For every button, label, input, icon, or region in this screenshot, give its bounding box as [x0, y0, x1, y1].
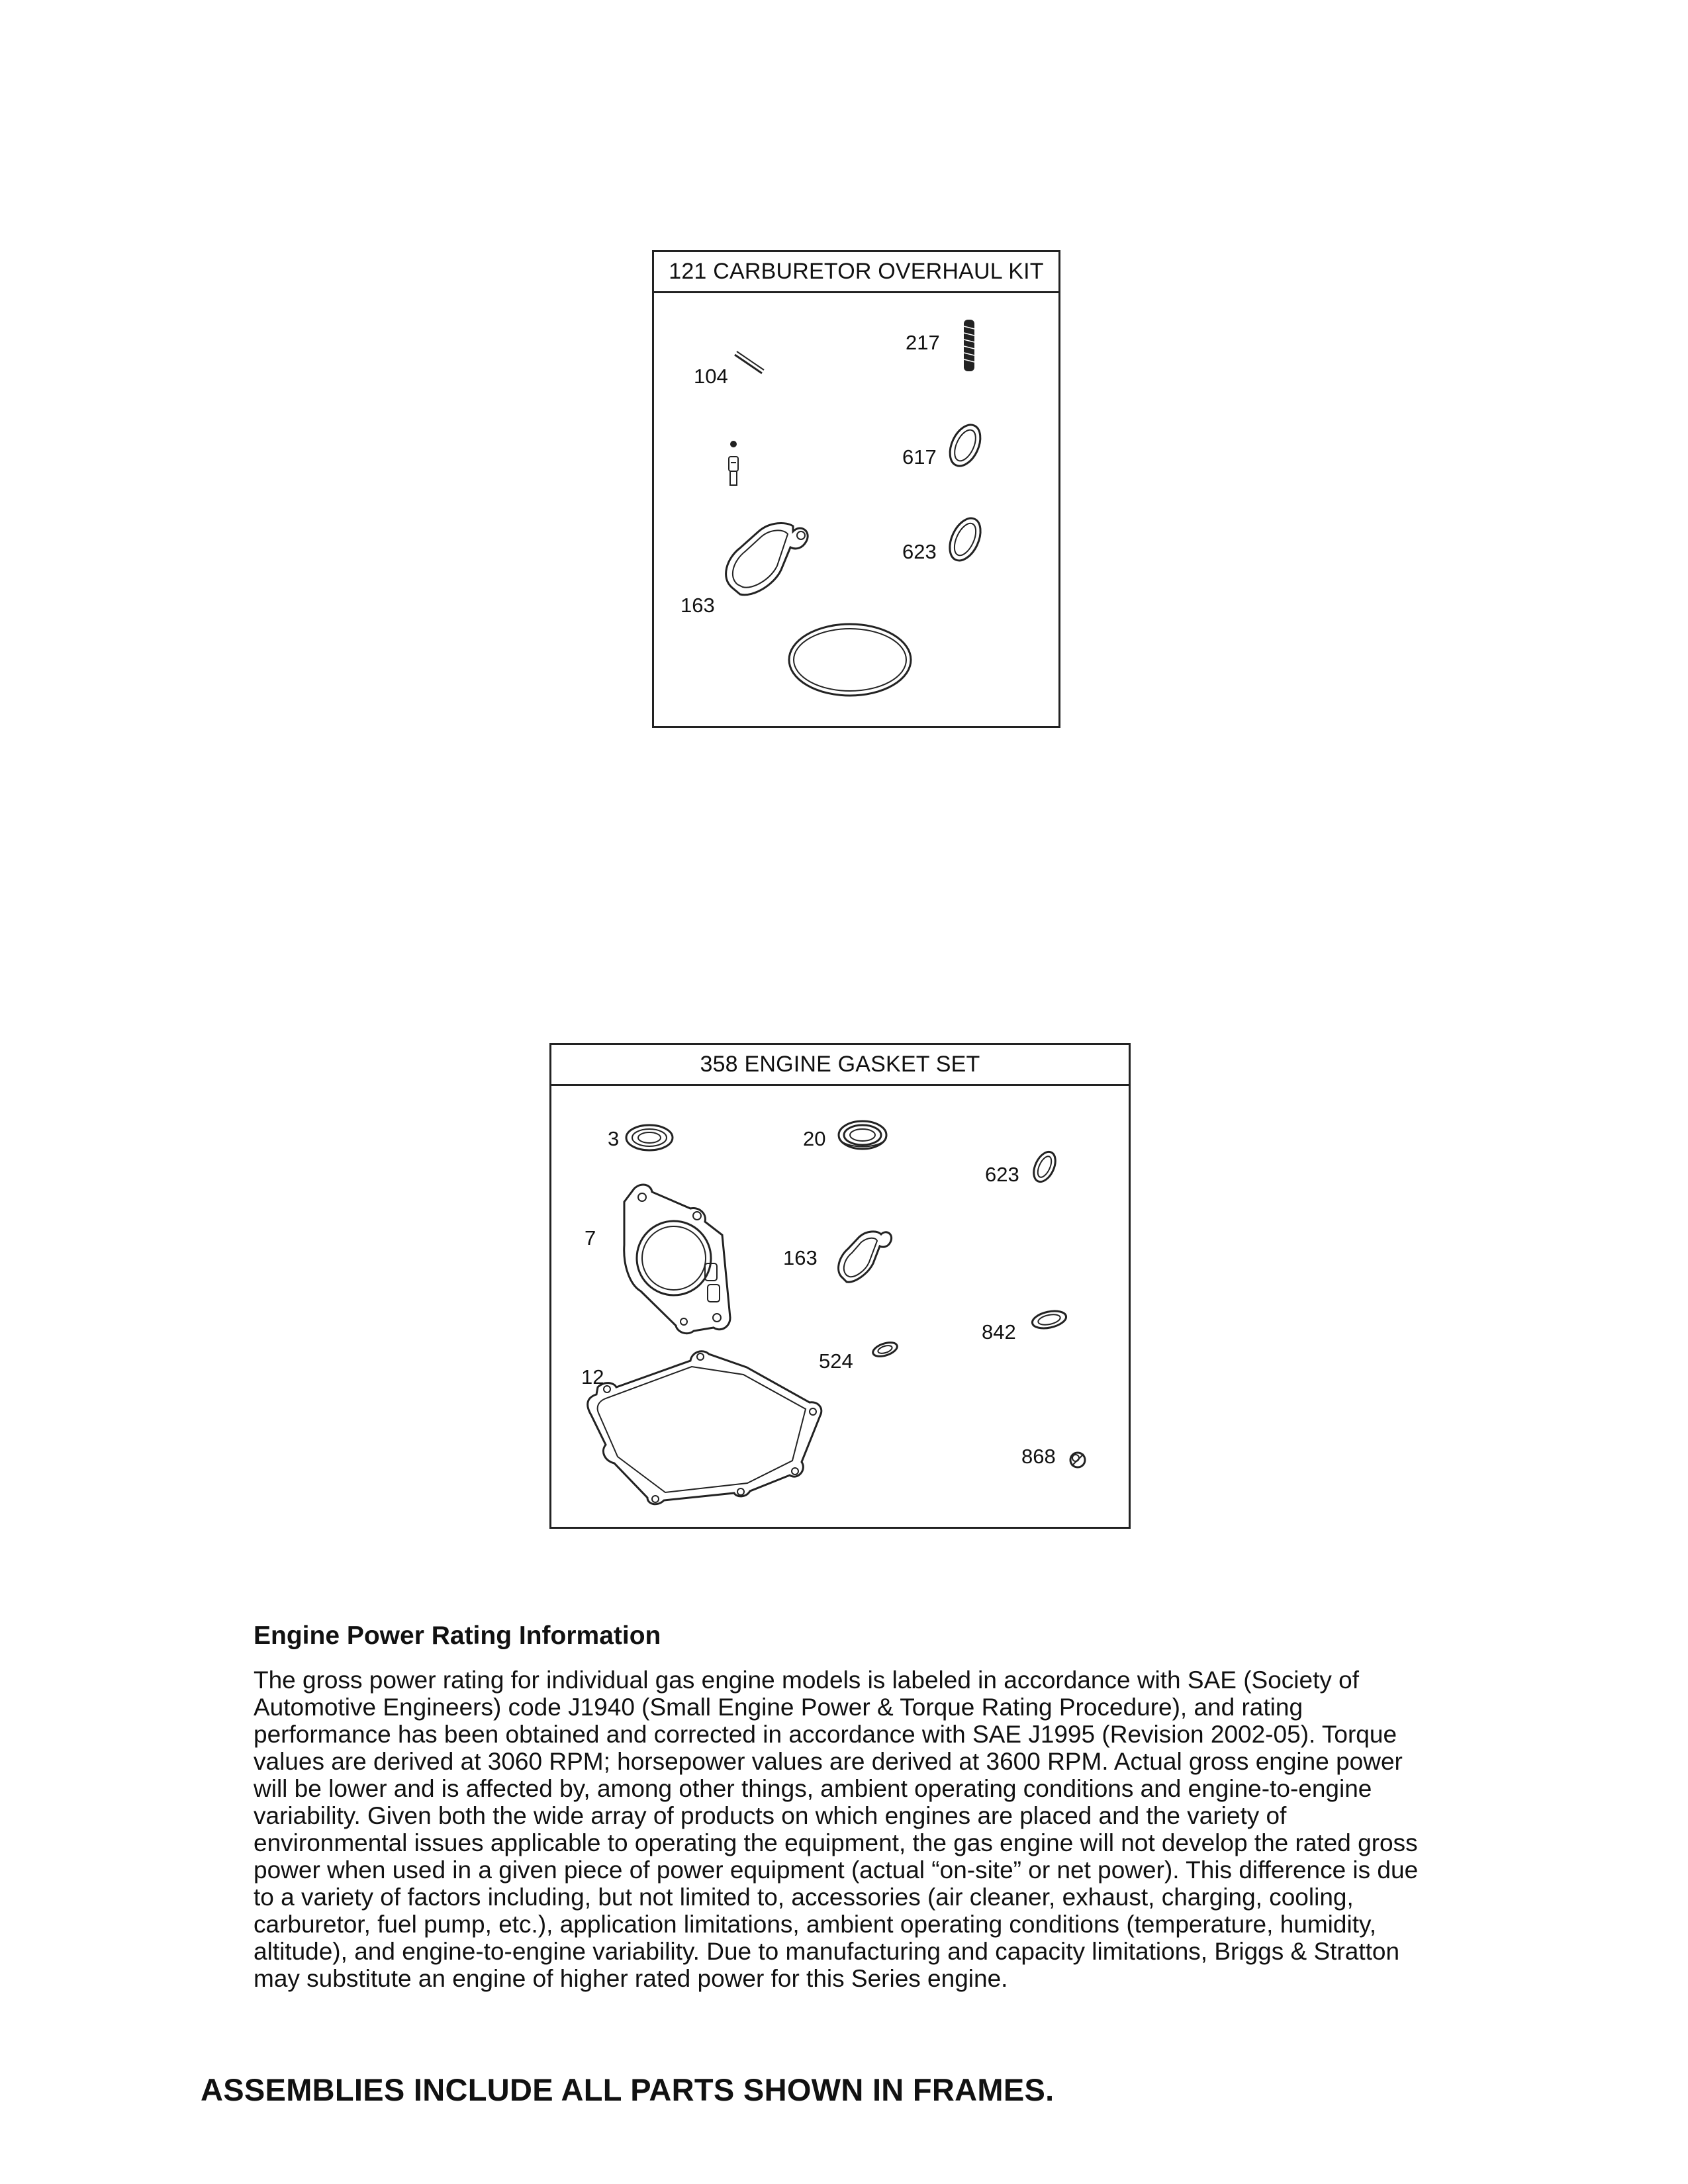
gasket-set-svg — [551, 1086, 1129, 1527]
part-623-o-ring-icon — [1029, 1148, 1060, 1185]
part-7-head-gasket-icon — [624, 1185, 730, 1334]
gasket-set-diagram — [551, 1086, 1129, 1527]
power-rating-section — [254, 1621, 1432, 1992]
part-label-12: 12 — [581, 1365, 604, 1388]
part-label-524: 524 — [819, 1349, 853, 1373]
part-label-104: 104 — [694, 365, 728, 388]
part-868-fitting-icon — [1070, 1453, 1085, 1467]
carburetor-kit-title: 121 CARBURETOR OVERHAUL KIT — [654, 252, 1058, 293]
part-104-pin-icon — [735, 351, 764, 373]
part-12-crankcase-gasket-icon — [588, 1351, 821, 1504]
part-label-623: 623 — [985, 1163, 1019, 1186]
carburetor-kit-frame — [652, 250, 1060, 728]
part-524-washer-icon — [871, 1340, 899, 1359]
power-rating-body: The gross power rating for individual gas engine models is labeled in accordance with SAE (Society of Automotive Engineers) code J1940 (Small Engine Power & Torque Rating Procedure), and rating performance has been obtained and corrected in accordance with SAE J1995 (Revision 2002-05). Torque values are derived at 3060 RPM; horsepower values are derived at 3600 RPM. Actual gross engine power will be lower and is affected by, among other things, ambient operating conditions and engine-to-engine variability. Given both the wide array of products on which engines are placed and the variety of environmental issues applicable to operating the equipment, the gas engine will not develop the rated gross power when used in a given piece of power equipment (actual “on-site” or net power). This difference is due to a variety of factors including, but not limited to, accessories (air cleaner, exhaust, charging, cooling, carburetor, fuel pump, etc.), application limitations, ambient operating conditions (temperature, humidity, altitude), and engine-to-engine variability. Due to manufacturing and capacity limitations, Briggs & Stratton may substitute an engine of higher rated power for this Series engine. — [254, 1666, 1419, 1992]
part-label-217: 217 — [906, 331, 940, 354]
gasket-set-title: 358 ENGINE GASKET SET — [551, 1045, 1129, 1086]
part-label-623: 623 — [902, 540, 937, 563]
part-label-7: 7 — [585, 1226, 596, 1250]
part-label-617: 617 — [902, 445, 937, 469]
part-label-163: 163 — [783, 1246, 818, 1269]
carburetor-kit-svg — [654, 293, 1058, 726]
part-label-3: 3 — [608, 1127, 620, 1150]
part-label-163: 163 — [680, 594, 715, 617]
power-rating-heading: Engine Power Rating Information — [254, 1621, 661, 1650]
part-20-seal-icon — [839, 1121, 886, 1149]
part-163-gasket-icon — [726, 523, 808, 594]
part-label-20: 20 — [803, 1127, 826, 1150]
part-163-gasket-icon — [839, 1232, 892, 1282]
assemblies-note: ASSEMBLIES INCLUDE ALL PARTS SHOWN IN FRAMES. — [201, 2072, 1055, 2107]
needle-valve-icon — [729, 441, 738, 485]
part-617-o-ring-icon — [944, 420, 986, 471]
part-label-842: 842 — [982, 1320, 1016, 1343]
carburetor-kit-diagram — [654, 293, 1058, 726]
large-o-ring-icon — [789, 624, 911, 696]
part-623-o-ring-icon — [944, 514, 987, 566]
part-label-868: 868 — [1021, 1445, 1056, 1468]
part-842-washer-icon — [1031, 1308, 1068, 1331]
part-3-seal-icon — [626, 1125, 673, 1150]
part-217-spring-icon — [964, 320, 974, 371]
gasket-set-frame — [549, 1043, 1131, 1529]
